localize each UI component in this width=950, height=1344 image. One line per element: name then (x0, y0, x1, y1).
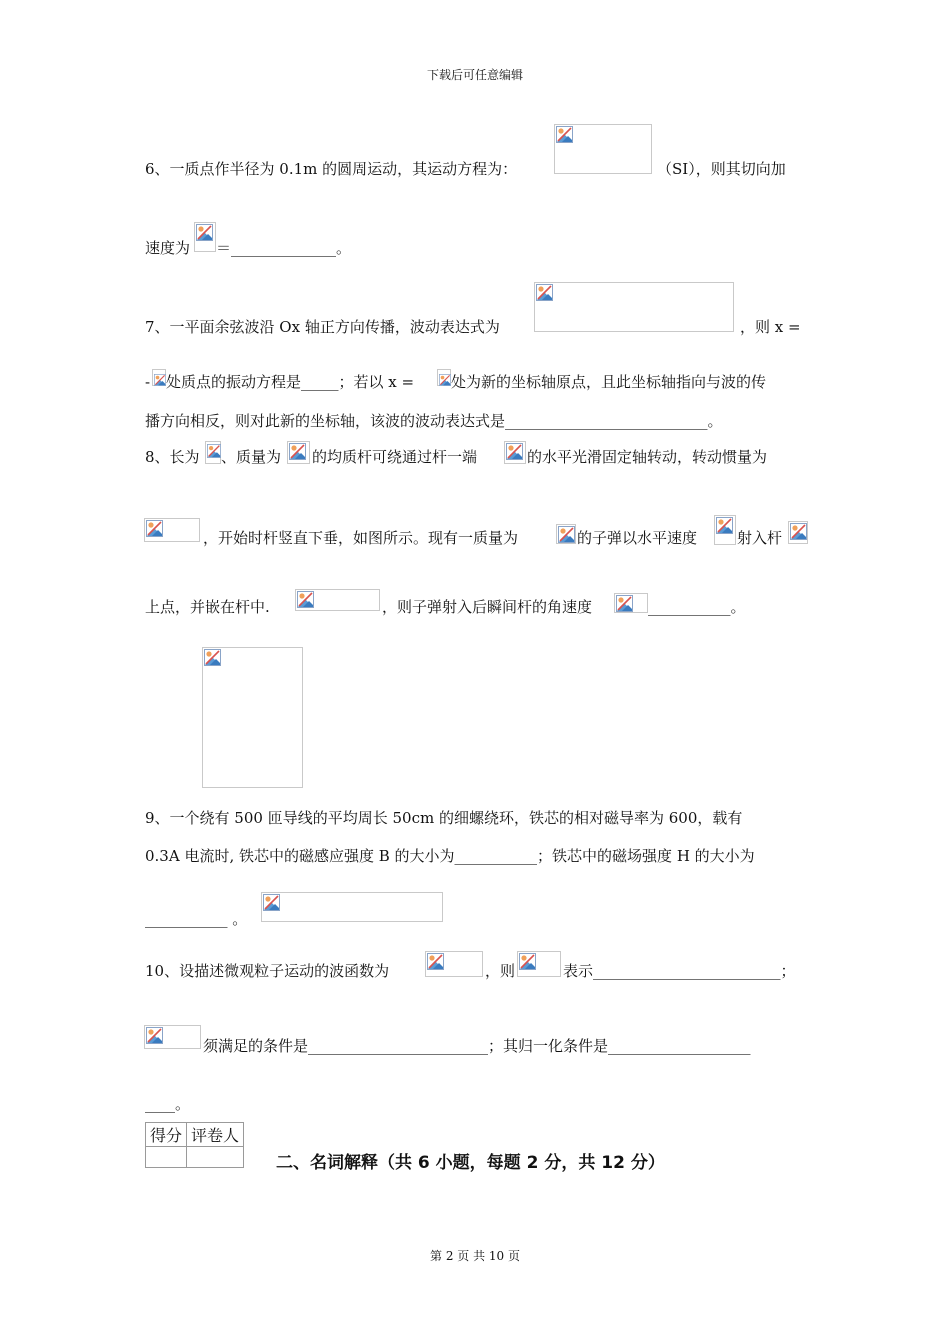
section-heading: 二、名词解释（共 6 小题，每题 2 分，共 12 分） (276, 1153, 665, 1173)
q7-x-value-image (152, 369, 166, 386)
page-header: 下载后可任意编辑 (426, 68, 523, 82)
q8-inertia-image (144, 518, 200, 542)
q8-mass-image (287, 441, 310, 464)
broken-image-icon (616, 595, 633, 612)
broken-image-icon (297, 591, 314, 608)
q10-probability-image (517, 951, 561, 977)
q10-line3-text: ____。 (145, 1095, 191, 1113)
broken-image-icon (154, 371, 166, 383)
broken-image-icon (536, 284, 553, 301)
q6-line2-text: 速度为 (145, 239, 191, 257)
grader-cell (187, 1147, 244, 1168)
q10-line1-tail: 表示_________________________； (563, 962, 796, 980)
q8-point-image (788, 521, 808, 544)
q8-figure-image (202, 647, 303, 788)
broken-image-icon (204, 649, 221, 666)
broken-image-icon (427, 953, 444, 970)
broken-image-icon (146, 520, 163, 537)
broken-image-icon (289, 443, 306, 460)
q8-line2-tail: 射入杆 (737, 529, 783, 547)
q8-axis-point-image (504, 441, 526, 464)
q7-wave-equation-image (534, 282, 734, 332)
grader-header: 评卷人 (187, 1123, 244, 1147)
broken-image-icon (207, 443, 221, 457)
q9-line1-text: 9、一个绕有 500 匝导线的平均周长 50cm 的细螺绕环，铁芯的相对磁导率为 600，载有 (145, 809, 743, 827)
q8-bullet-mass-image (556, 524, 576, 544)
q9-line2-text: 0.3A 电流时, 铁芯中的磁感应强度 B 的大小为___________；铁芯中的磁场强度 H 的大小为 (145, 847, 755, 865)
q10-line1-text: 10、设描述微观粒子运动的波函数为 (145, 962, 390, 980)
broken-image-icon (506, 443, 523, 460)
q7-line2-prefix: - (145, 373, 151, 391)
q8-line3-mid: ，则子弹射入后瞬间杆的角速度 (382, 598, 593, 616)
broken-image-icon (790, 523, 807, 540)
q9-answer-image (261, 892, 443, 922)
q7-origin-image (437, 369, 451, 386)
q6-line2-answer: ＝______________。 (216, 239, 352, 257)
q8-line1-tail: 的水平光滑固定轴转动，转动惯量为 (527, 448, 768, 466)
q7-line2-tail: 处为新的坐标轴原点，且此坐标轴指向与波的传 (451, 373, 767, 391)
q8-condition-image (295, 589, 380, 611)
q8-line3-text: 上点，并嵌在杆中. (145, 598, 270, 616)
broken-image-icon (519, 953, 536, 970)
q9-line3-text: ___________ 。 (145, 910, 248, 928)
broken-image-icon (263, 894, 280, 911)
q6-equation-image (554, 124, 652, 174)
score-cell (146, 1147, 187, 1168)
q7-line1-tail: ，则 x = (740, 318, 801, 336)
q10-line1-mid: ，则 (485, 962, 516, 980)
broken-image-icon (146, 1027, 163, 1044)
q8-length-image (205, 441, 221, 464)
score-table (145, 1122, 244, 1168)
broken-image-icon (196, 224, 213, 241)
broken-image-icon (439, 371, 451, 383)
q10-wavefunction-image (425, 951, 483, 977)
q8-velocity-image (714, 515, 736, 545)
broken-image-icon (558, 526, 575, 543)
q8-line2-text: ，开始时杆竖直下垂，如图所示。现有一质量为 (203, 529, 519, 547)
q6-line1-tail: （SI），则其切向加 (657, 160, 786, 178)
q8-line2-mid: 的子弹以水平速度 (577, 529, 698, 547)
score-header: 得分 (146, 1123, 187, 1147)
q7-line3-text: 播方向相反，则对此新的坐标轴，该波的波动表达式是___________________________。 (145, 412, 723, 430)
q8-omega-image (614, 593, 648, 613)
q10-function-image (144, 1025, 201, 1049)
q6-symbol-image (194, 222, 216, 252)
q6-line1-text: 6、一质点作半径为 0.1m 的圆周运动，其运动方程为： (145, 160, 518, 178)
broken-image-icon (716, 517, 733, 534)
broken-image-icon (556, 126, 573, 143)
q7-line2-text: 处质点的振动方程是_____；若以 x = (166, 373, 415, 391)
q8-line1-mass: 、质量为 (221, 448, 282, 466)
q7-line1-text: 7、一平面余弦波沿 Ox 轴正方向传播，波动表达式为 (145, 318, 500, 336)
q8-line1-text: 8、长为 (145, 448, 200, 466)
q8-line3-answer: ___________。 (648, 598, 746, 616)
q10-line2-text: 须满足的条件是________________________；其归一化条件是___________________ (203, 1037, 751, 1055)
page-footer: 第 2 页 共 10 页 (430, 1249, 520, 1263)
q8-line1-mid: 的均质杆可绕通过杆一端 (312, 448, 478, 466)
